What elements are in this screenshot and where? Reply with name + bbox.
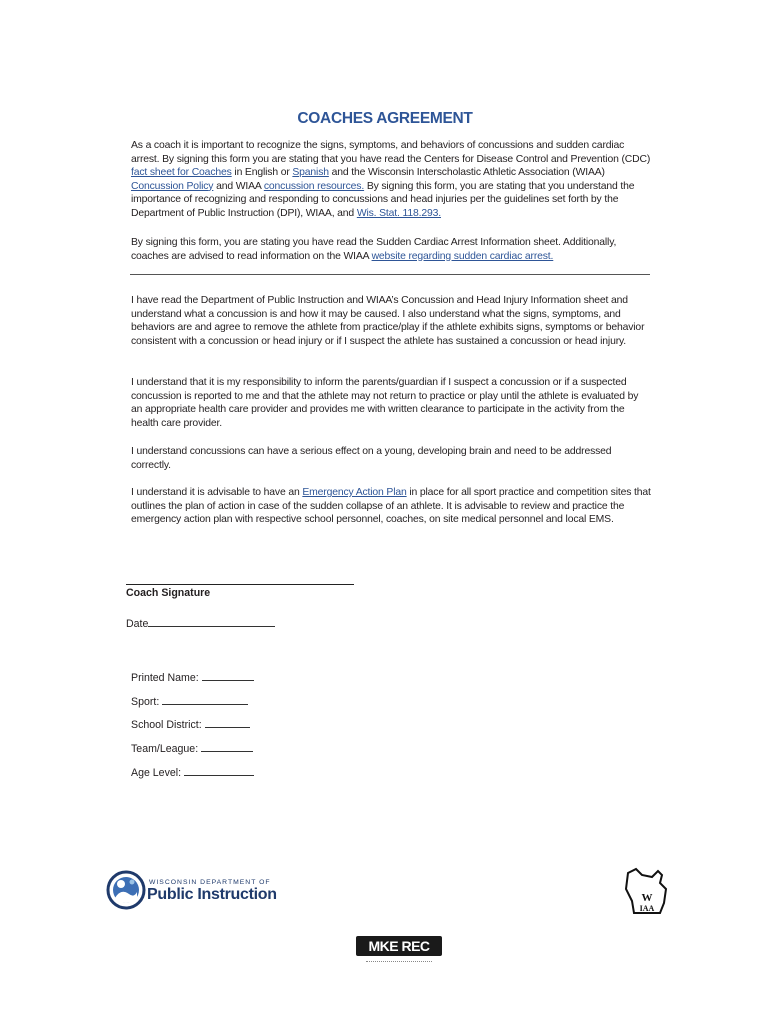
date-field[interactable] [126,617,275,630]
age-level-blank[interactable] [184,766,254,776]
sport-blank[interactable] [162,695,248,705]
intro-text-4: and WIAA [213,180,264,192]
dpi-small-text: WISCONSIN DEPARTMENT OF [149,879,271,886]
svg-text:W: W [641,892,653,904]
school-district-blank[interactable] [205,718,250,728]
wis-stat-link[interactable]: Wis. Stat. 118.293. [356,207,441,219]
inform-paragraph: I understand that it is my responsibility to inform the parents/guardian if I suspect a concussion or if a suspected concussion is reported to me and that the athlete may not return to practice or play until the athlete is evaluated by an appropriate health care provider and provides me with written clearance to participate in the activity from the health care provider. [131,377,639,429]
printed-name-blank[interactable] [202,671,254,681]
cardiac-arrest-link[interactable]: website regarding sudden cardiac arrest. [371,250,554,262]
date-blank[interactable] [148,617,275,627]
signature-label: Coach Signature [126,587,211,599]
intro-text-3: and the Wisconsin Interscholastic Athletic Association (WIAA) [328,167,605,179]
printed-name-label: Printed Name: [131,672,199,684]
page-title: COACHES AGREEMENT [297,110,473,127]
team-league-field[interactable] [131,742,253,755]
sport-field[interactable] [131,695,248,708]
intro-text-2: in English or [231,167,293,179]
cardiac-text: By signing this form, you are stating you have read the Sudden Cardiac Arrest Information sheet. Additionally, coaches are advised to read information on the WIAA [131,237,617,262]
emergency-action-plan-link[interactable]: Emergency Action Plan [302,487,407,498]
sport-label: Sport: [131,696,160,708]
effect-paragraph: I understand concussions can have a serious effect on a young, developing brain and need to be addressed correctly. [131,446,612,471]
dpi-seal-icon [106,868,146,914]
age-level-field[interactable] [131,766,254,779]
eap-text-2: in place for all sport practice and competition sites that outlines the plan of action in case of the sudden collapse of an athlete. It is advisable to review and practice the emergency action plan with respective school personnel, coaches, on site medical personnel and local EMS. [131,487,651,526]
dpi-big-text: Public Instruction [147,886,277,903]
wiaa-state-icon [622,865,672,917]
date-label: Date [126,618,149,630]
eap-paragraph [131,486,651,527]
intro-text-1: As a coach it is important to recognize the signs, symptoms, and behaviors of concussions and sudden cardiac arrest. By signing this form you are stating that you have read the Centers for Disease Control and Prevention (CDC) [131,140,651,165]
intro-text-5: By signing this form, you are stating that you understand the importance of recognizing and responding to concussions and head injuries per the guidelines set forth by the Department of Public Instruction (DPI), WIAA, and [131,180,635,219]
svg-text:IAA: IAA [639,904,655,913]
school-district-field[interactable] [131,718,250,731]
team-league-label: Team/League: [131,743,199,755]
concussion-resources-link[interactable]: concussion resources. [263,180,365,192]
section-divider [130,274,650,275]
cardiac-paragraph [131,236,651,263]
age-level-label: Age Level: [131,767,182,779]
factsheet-link[interactable]: fact sheet for Coaches [131,167,232,179]
mke-rec-logo [356,936,442,966]
concussion-policy-link[interactable]: Concussion Policy [131,180,214,192]
intro-paragraph [131,139,651,221]
wiaa-logo [622,865,672,917]
dpi-logo [106,868,286,914]
eap-text-1: I understand it is advisable to have an [131,487,303,498]
team-league-blank[interactable] [201,742,253,752]
mke-rec-tagline [366,957,432,962]
signature-line[interactable] [126,584,354,585]
spanish-link[interactable]: Spanish [292,167,329,179]
school-district-label: School District: [131,719,202,731]
printed-name-field[interactable] [131,671,254,684]
read-paragraph: I have read the Department of Public Instruction and WIAA’s Concussion and Head Injury Information sheet and understand what a concussion is and how it may be caused. I also understand what the signs, symptoms, and behaviors are and agree to remove the athlete from practice/play if the athlete exhibits signs, symptoms or behavior consistent with a concussion or head injury or if I suspect the athlete has sustained a concussion or head injury. [131,295,645,347]
mke-rec-text: MKE REC [356,936,442,956]
